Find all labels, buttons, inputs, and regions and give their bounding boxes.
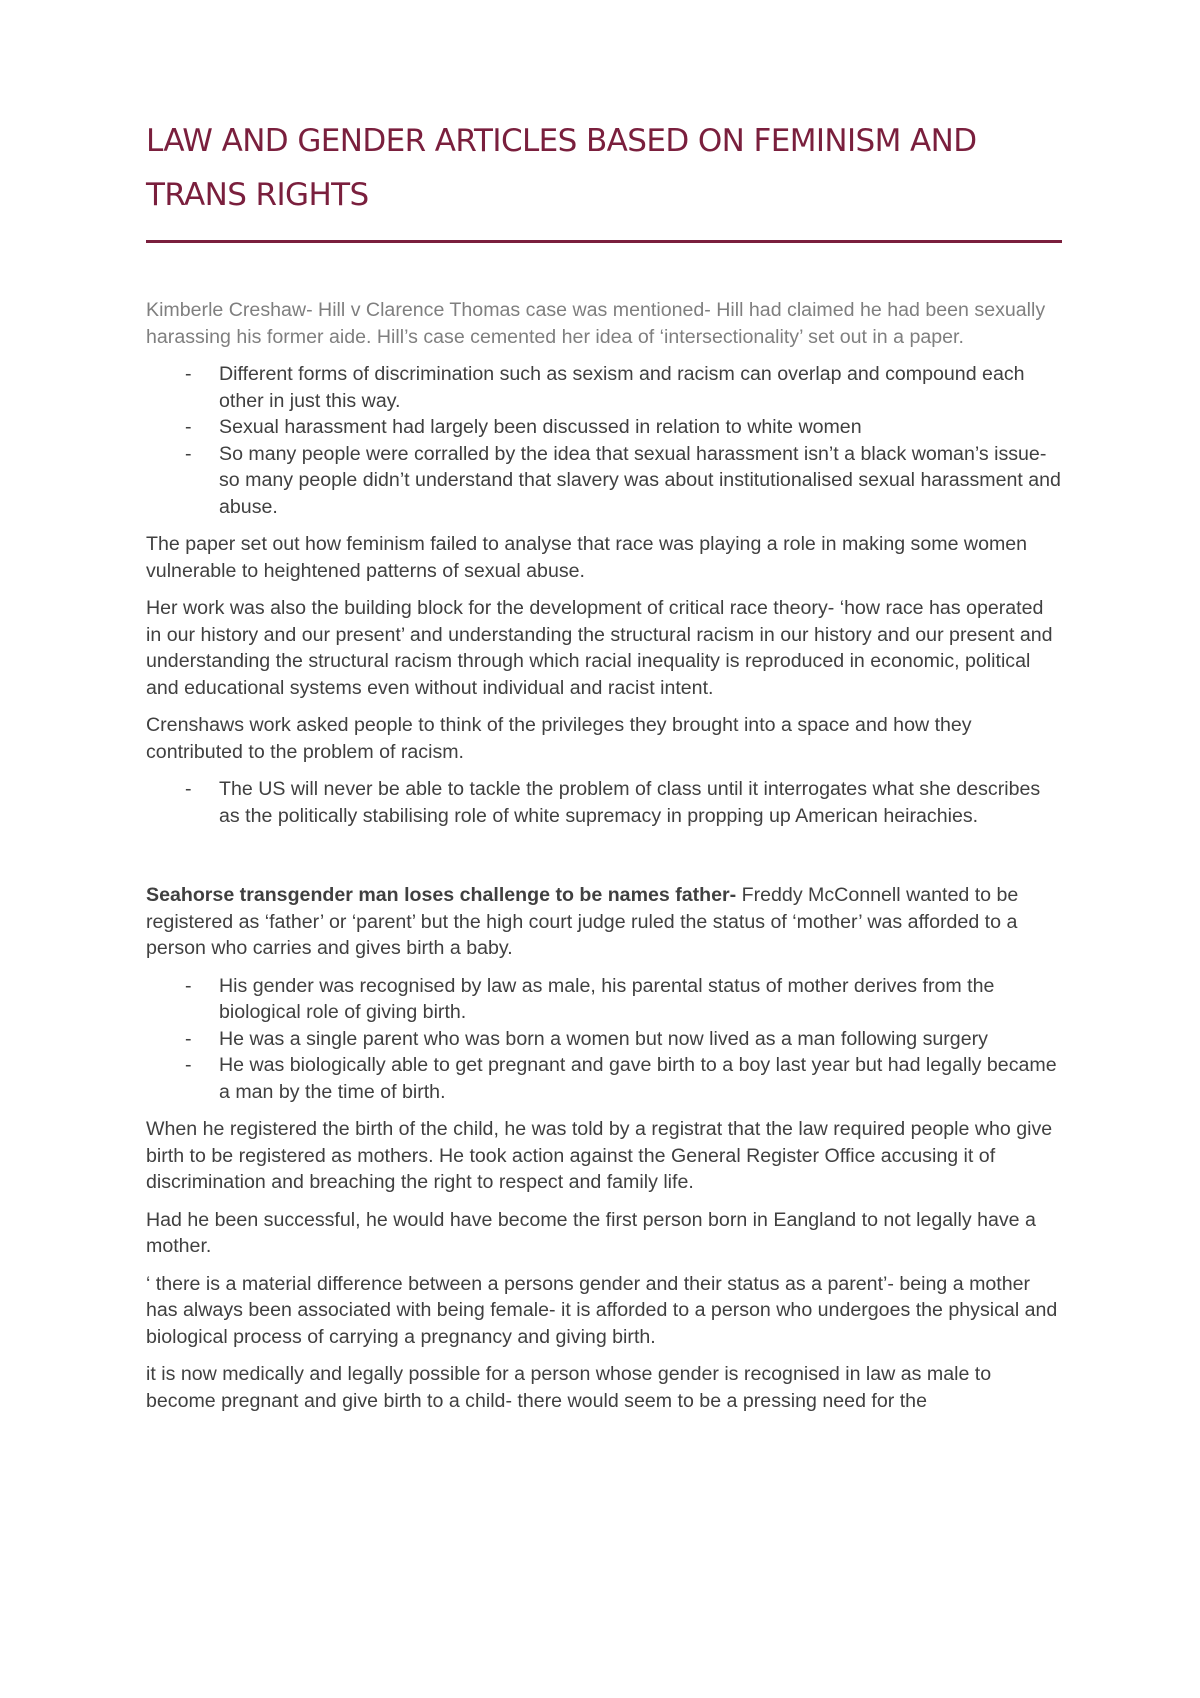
list-item xyxy=(146,973,1062,1026)
bullet-marker: - xyxy=(185,363,192,385)
paragraph-successful: Had he been successful, he would have become the first person born in Eangland to not legally have a mother. xyxy=(146,1208,1036,1257)
list-item xyxy=(146,441,1062,521)
list-item-text: He was a single parent who was born a women but now lived as a man following surgery xyxy=(219,1027,988,1050)
bullet-list-intersectionality xyxy=(146,361,1062,520)
bullet-marker: - xyxy=(185,442,192,465)
intro-paragraph: Kimberle Creshaw- Hill v Clarence Thomas case was mentioned- Hill had claimed he had been sexually harassing his former aide. Hill’s case cemented her idea of ‘intersectionality’ set out in a paper. xyxy=(146,299,1046,348)
list-item-text: He was biologically able to get pregnant and gave birth to a boy last year but had legally became a man by the time of birth. xyxy=(219,1054,1057,1103)
document-title: LAW AND GENDER ARTICLES BASED ON FEMINISM AND TRANS RIGHTS xyxy=(146,123,977,213)
bullet-marker: - xyxy=(185,974,192,997)
bullet-marker: - xyxy=(185,416,192,438)
paragraph-feminism-failed: The paper set out how feminism failed to analyse that race was playing a role in making some women vulnerable to heightened patterns of sexual abuse. xyxy=(146,533,1028,582)
list-item xyxy=(146,361,1062,414)
seahorse-article-lead xyxy=(146,882,1062,962)
bullet-marker: - xyxy=(185,778,192,800)
paragraph-critical-race-theory: Her work was also the building block for the development of critical race theory- ‘how race has operated in our history and our present’ and understanding the structural racism in our history and our present and understanding the structural racism through which racial inequality is reproduced in economic, political and educational systems even without individual and racist intent. xyxy=(146,597,1053,699)
bullet-marker: - xyxy=(185,1027,192,1050)
paragraph-privileges: Crenshaws work asked people to think of the privileges they brought into a space and how they contributed to the problem of racism. xyxy=(146,714,972,763)
list-item xyxy=(146,1052,1062,1105)
list-item xyxy=(146,776,1062,829)
paragraph-registration: When he registered the birth of the child, he was told by a registrat that the law required people who give birth to be registered as mothers. He took action against the General Register Office accusing it of discrimination and breaching the right to respect and family life. xyxy=(146,1118,1053,1193)
article-heading: Seahorse transgender man loses challenge to be names father- xyxy=(146,884,737,906)
list-item-text: So many people were corralled by the idea that sexual harassment isn’t a black woman’s issue- so many people didn’t understand that slavery was about institutionalised sexual harassment and abuse. xyxy=(219,442,1061,518)
document-page xyxy=(146,114,1062,1425)
article-lead-text: Freddy McConnell wanted to be registered as ‘father’ or ‘parent’ but the high court judge ruled the status of ‘mother’ was afforded to a person who carries and gives birth a baby. xyxy=(146,884,1019,959)
list-item-text: Different forms of discrimination such as sexism and racism can overlap and compound each other in just this way. xyxy=(219,363,1025,412)
paragraph-material-difference: ‘ there is a material difference between a persons gender and their status as a parent’- being a mother has always been associated with being female- it is afforded to a person who undergoes the physical and biological process of carrying a pregnancy and giving birth. xyxy=(146,1272,1058,1348)
bullet-marker: - xyxy=(185,1054,192,1076)
list-item-text: Sexual harassment had largely been discussed in relation to white women xyxy=(219,416,862,438)
list-item xyxy=(146,1026,1062,1053)
list-item-text: The US will never be able to tackle the problem of class until it interrogates what she describes as the politically stabilising role of white supremacy in propping up American heirachies. xyxy=(219,778,1041,827)
list-item xyxy=(146,414,1062,441)
bullet-list-mcconnell xyxy=(146,973,1062,1106)
section-spacer xyxy=(146,840,1062,882)
bullet-list-white-supremacy xyxy=(146,776,1062,829)
title-divider xyxy=(146,240,1062,243)
list-item-text: His gender was recognised by law as male, his parental status of mother derives from the biological role of giving birth. xyxy=(219,974,995,1023)
paragraph-medically-possible: it is now medically and legally possible for a person whose gender is recognised in law as male to become pregnant and give birth to a child- there would seem to be a pressing need for the xyxy=(146,1363,992,1412)
